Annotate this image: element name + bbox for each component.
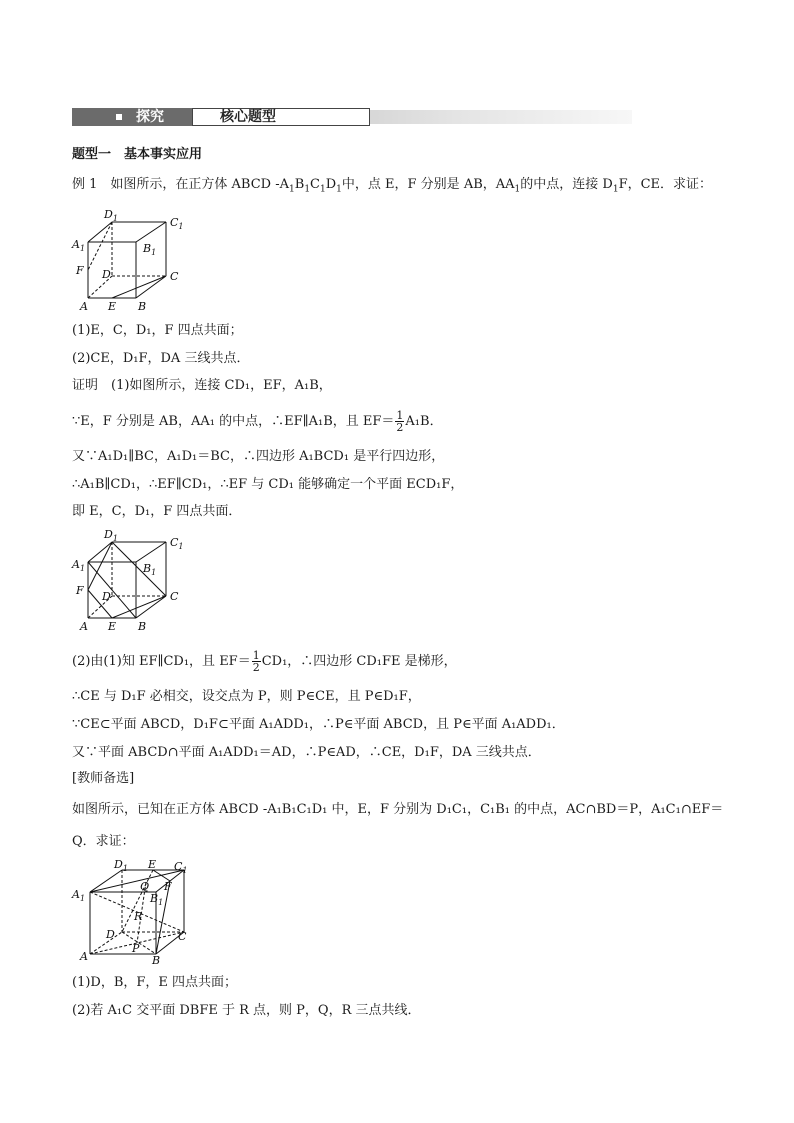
fig3-label-d: D <box>106 928 115 941</box>
fig2-label-d1: $D_1$ <box>104 528 118 543</box>
fraction-half-2 <box>252 650 261 673</box>
proof-line-6a: (2)由(1)知 EF∥CD₁，且 EF＝ <box>72 654 251 669</box>
fig1-label-c: C <box>170 270 179 283</box>
fig3-label-b: B <box>152 954 161 964</box>
fig2-label-b: B <box>138 620 147 633</box>
proof-line-2a: ∵E，F 分别是 AB，AA₁ 的中点，∴EF∥A₁B，且 EF＝ <box>72 414 395 429</box>
proof-line-7: ∴CE 与 D₁F 必相交，设交点为 P，则 P∈CE，且 P∈D₁F， <box>72 689 421 704</box>
fig2-label-d: D <box>102 590 111 603</box>
fig2-label-a1: $A_1$ <box>72 558 86 573</box>
fig3-label-e: E <box>148 858 157 871</box>
example1-b: B <box>294 177 305 192</box>
fig2-label-a: A <box>80 620 88 633</box>
proof-line-5: 即 E，C，D₁，F 四点共面． <box>72 504 242 519</box>
fig1-label-f: F <box>76 264 84 277</box>
banner-bullet-icon <box>116 114 122 120</box>
cube-figure-3 <box>70 858 200 964</box>
banner-label-box <box>192 108 370 126</box>
section-heading: 题型一 基本事实应用 <box>72 147 203 162</box>
fig3-label-q: Q <box>140 880 150 893</box>
teacher-question-1: (1)D，B，F，E 四点共面； <box>72 975 238 990</box>
fig3-label-f: F <box>164 880 172 893</box>
teacher-line-2: Q．求证： <box>72 834 135 849</box>
cube-figure-1 <box>70 208 200 316</box>
fig1-label-d: D <box>102 268 111 281</box>
teacher-line-1: 如图所示，已知在正方体 ABCD -A₁B₁C₁D₁ 中，E，F 分别为 D₁C₁，C₁B₁ 的中点，AC∩BD＝P，A₁C₁∩EF＝ <box>72 802 724 817</box>
question-1: (1)E，C，D₁，F 四点共面； <box>72 323 243 338</box>
fig1-label-d1: $D_1$ <box>104 208 118 223</box>
fig1-label-c1: $C_1$ <box>170 216 184 231</box>
fraction-numerator: 1 <box>396 409 404 422</box>
fig1-label-a1: $A_1$ <box>72 238 86 253</box>
proof-line-6 <box>72 650 457 674</box>
cube-figure-2 <box>70 528 200 636</box>
fig2-label-b1: $B_1$ <box>143 562 157 577</box>
fig1-label-e: E <box>108 300 117 313</box>
fig2-label-f: F <box>76 584 84 597</box>
question-2: (2)CE，D₁F，DA 三线共点． <box>72 351 250 366</box>
fig3-label-d1: $D_1$ <box>114 858 128 873</box>
example1-c: C <box>310 177 320 192</box>
fig2-label-c1: $C_1$ <box>170 536 184 551</box>
section-banner <box>72 106 632 128</box>
example1-tail2: 的中点，连接 D <box>520 177 613 192</box>
fig3-label-a: A <box>80 950 88 963</box>
fraction-denominator-2: 2 <box>252 661 260 674</box>
fig3-label-r: R <box>134 910 143 923</box>
fig3-label-a1: $A_1$ <box>72 888 86 903</box>
example1-d: D <box>325 177 337 192</box>
teacher-tag: [教师备选] <box>72 771 135 786</box>
fig2-label-c: C <box>170 590 179 603</box>
fig1-label-b: B <box>138 300 147 313</box>
example1-prefix: 例 1 如图所示，在正方体 ABCD -A <box>72 177 290 192</box>
proof-line-3: 又∵A₁D₁∥BC，A₁D₁＝BC，∴四边形 A₁BCD₁ 是平行四边形， <box>72 449 445 464</box>
fig2-label-e: E <box>108 620 117 633</box>
fraction-half <box>395 410 404 433</box>
banner-label-explore: 探究 <box>136 109 164 125</box>
fraction-denominator: 2 <box>396 421 404 434</box>
example1-statement: 例 1 如图所示，在正方体 ABCD $-A_1B_1C_1D_1$中，点 E，F 分别是 AB，$AA_1$的中点，连接 $D_1F$，CE．求证： <box>72 177 713 195</box>
fig3-label-c: C <box>178 930 187 943</box>
fraction-numerator-2: 1 <box>252 649 260 662</box>
fig1-label-b1: $B_1$ <box>143 242 157 257</box>
banner-dark-bar <box>72 108 192 126</box>
fig3-label-p: P <box>132 942 140 955</box>
proof-line-8: ∵CE⊂平面 ABCD，D₁F⊂平面 A₁ADD₁，∴P∈平面 ABCD，且 P∈平面 A₁ADD₁． <box>72 717 565 732</box>
proof-line-2 <box>72 410 443 434</box>
proof-line-2b: A₁B． <box>405 414 443 429</box>
proof-line-6b: CD₁，∴四边形 CD₁FE 是梯形， <box>261 654 457 669</box>
fig1-label-a: A <box>80 300 88 313</box>
proof-line-1: 证明 (1)如图所示，连接 CD₁，EF，A₁B， <box>72 378 332 393</box>
banner-label-core: 核心题型 <box>220 109 276 125</box>
proof-line-4: ∴A₁B∥CD₁，∴EF∥CD₁，∴EF 与 CD₁ 能够确定一个平面 ECD₁F， <box>72 477 464 492</box>
proof-line-9: 又∵平面 ABCD∩平面 A₁ADD₁＝AD，∴P∈AD，∴CE，D₁F，DA 三线共点． <box>72 745 541 760</box>
teacher-question-2: (2)若 A₁C 交平面 DBFE 于 R 点，则 P，Q，R 三点共线． <box>72 1003 421 1018</box>
fig3-label-b1: $B_1$ <box>150 892 164 907</box>
example1-tail3: F，CE．求证： <box>618 177 713 192</box>
fig3-label-c1: $C_1$ <box>174 860 188 875</box>
example1-tail: 中，点 E，F 分别是 AB，AA <box>341 177 515 192</box>
